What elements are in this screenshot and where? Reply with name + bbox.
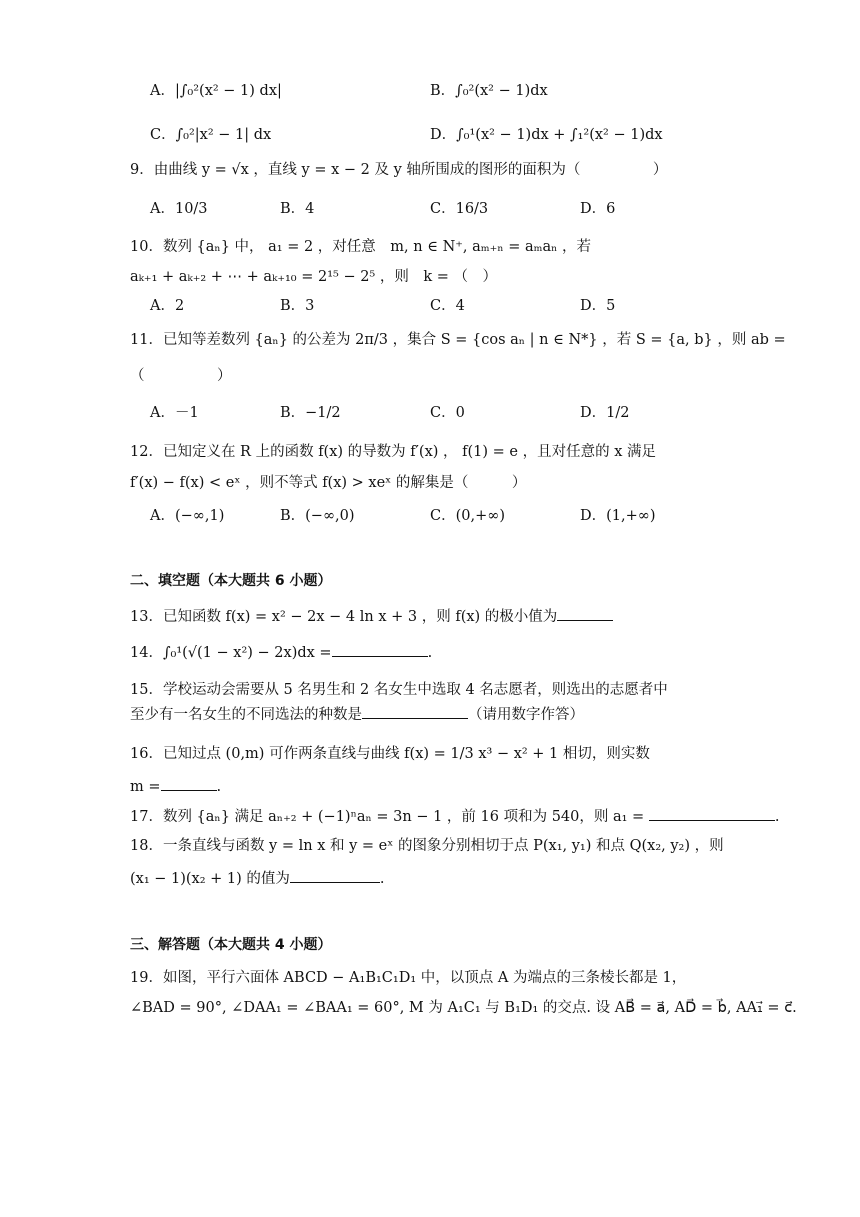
section-2-heading: 二、填空题（本大题共 6 小题）: [130, 573, 332, 589]
q12-option-a[interactable]: A．(−∞,1): [150, 508, 225, 524]
q17-text: 17．数列 {aₙ} 满足 aₙ₊₂ + (−1)ⁿaₙ = 3n − 1 ，前 16 项和为 540，则 a₁ =: [130, 809, 645, 825]
q10-option-d[interactable]: D．5: [580, 298, 616, 314]
q17-line: 17．数列 {aₙ} 满足 aₙ₊₂ + (−1)ⁿaₙ = 3n − 1 ，前 16 项和为 540，则 a₁ = .: [130, 806, 779, 827]
q9-option-b[interactable]: B．4: [280, 201, 315, 217]
q10-option-a[interactable]: A．2: [150, 298, 185, 314]
q12-stem-line1: 12．已知定义在 R 上的函数 f(x) 的导数为 f′(x) ， f(1) = e ，且对任意的 x 满足: [130, 444, 656, 460]
q8-option-a[interactable]: A．|∫₀²(x² − 1) dx|: [150, 83, 282, 99]
q9-stem: 9．由曲线 y = √x ，直线 y = x − 2 及 y 轴所围成的图形的面积为（ ）: [130, 162, 668, 178]
q14-text: 14．∫₀¹(√(1 − x²) − 2x)dx =: [130, 645, 332, 661]
q8-option-c[interactable]: C．∫₀²|x² − 1| dx: [150, 127, 272, 143]
q8-option-d[interactable]: D．∫₀¹(x² − 1)dx + ∫₁²(x² − 1)dx: [430, 127, 663, 143]
q10-stem-line1: 10．数列 {aₙ} 中， a₁ = 2 ，对任意 m, n ∈ N⁺, aₘ₊ₙ = aₘaₙ ，若: [130, 239, 592, 255]
q19-line2: ∠BAD = 90°, ∠DAA₁ = ∠BAA₁ = 60°, M 为 A₁C₁ 与 B₁D₁ 的交点. 设 AB⃗ = a⃗, AD⃗ = b⃗, AA₁⃗ = c⃗.: [130, 1000, 797, 1016]
q12-option-c[interactable]: C．(0,+∞): [430, 508, 505, 524]
q9-option-a[interactable]: A．10/3: [150, 201, 208, 217]
q18-line2: (x₁ − 1)(x₂ + 1) 的值为 .: [130, 868, 385, 889]
q11-option-c[interactable]: C．0: [430, 405, 465, 421]
q16-line2: m = .: [130, 776, 221, 797]
q15-note: （请用数字作答）: [468, 707, 584, 723]
q10-stem-line2: aₖ₊₁ + aₖ₊₂ + ⋯ + aₖ₊₁₀ = 2¹⁵ − 2⁵ ，则 k = （ ）: [130, 269, 498, 285]
q14-line: 14．∫₀¹(√(1 − x²) − 2x)dx = .: [130, 642, 432, 663]
q13-text: 13．已知函数 f(x) = x² − 2x − 4 ln x + 3 ，则 f(x) 的极小值为: [130, 609, 558, 625]
q13-line: [130, 606, 613, 627]
q18-line1: 18．一条直线与函数 y = ln x 和 y = eˣ 的图象分别相切于点 P(x₁, y₁) 和点 Q(x₂, y₂) ，则: [130, 838, 724, 854]
q12-stem-line2: f′(x) − f(x) < eˣ ，则不等式 f(x) > xeˣ 的解集是（ ）: [130, 475, 527, 491]
section-3-heading: 三、解答题（本大题共 4 小题）: [130, 937, 332, 953]
q11-option-b[interactable]: B．−1/2: [280, 405, 341, 421]
q18-text: (x₁ − 1)(x₂ + 1) 的值为: [130, 871, 290, 887]
q9-option-c[interactable]: C．16/3: [430, 201, 489, 217]
q17-answer-blank[interactable]: [649, 806, 775, 821]
q15-text: 至少有一名女生的不同选法的种数是: [130, 707, 362, 723]
q15-line1: 15．学校运动会需要从 5 名男生和 2 名女生中选取 4 名志愿者，则选出的志愿者中: [130, 682, 668, 698]
q18-answer-blank[interactable]: [290, 868, 380, 883]
q15-line2: [130, 704, 584, 725]
q9-option-d[interactable]: D．6: [580, 201, 616, 217]
q11-stem-line2: （ ）: [130, 368, 232, 384]
q10-option-c[interactable]: C．4: [430, 298, 465, 314]
q16-text: m =: [130, 779, 161, 795]
q12-option-d[interactable]: D．(1,+∞): [580, 508, 656, 524]
q8-option-b[interactable]: B．∫₀²(x² − 1)dx: [430, 83, 548, 99]
q11-stem-line1: 11．已知等差数列 {aₙ} 的公差为 2π/3 ，集合 S = {cos aₙ | n ∈ N*} ，若 S = {a, b} ，则 ab =: [130, 332, 786, 348]
q16-line1: 16．已知过点 (0,m) 可作两条直线与曲线 f(x) = 1/3 x³ − x² + 1 相切，则实数: [130, 746, 650, 762]
q11-option-a[interactable]: A．－1: [150, 405, 199, 421]
q10-option-b[interactable]: B．3: [280, 298, 315, 314]
q11-option-d[interactable]: D．1/2: [580, 405, 630, 421]
q15-answer-blank[interactable]: [362, 704, 468, 719]
q12-option-b[interactable]: B．(−∞,0): [280, 508, 355, 524]
q14-answer-blank[interactable]: [332, 642, 428, 657]
q13-answer-blank[interactable]: [557, 606, 613, 621]
q16-answer-blank[interactable]: [161, 776, 217, 791]
q19-line1: 19．如图，平行六面体 ABCD − A₁B₁C₁D₁ 中，以顶点 A 为端点的三条棱长都是 1，: [130, 970, 687, 986]
